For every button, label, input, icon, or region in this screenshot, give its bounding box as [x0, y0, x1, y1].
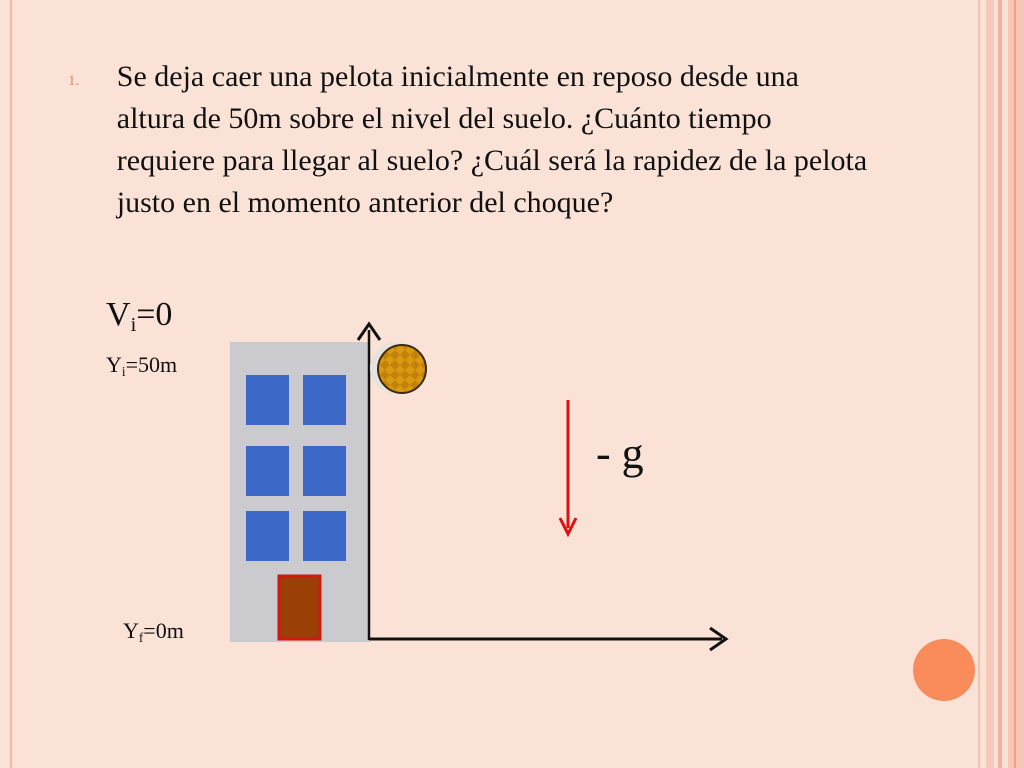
- gravity-label: - g: [596, 429, 644, 478]
- building-door: [279, 576, 320, 639]
- final-height-label: $Y_f=0m$: [123, 618, 184, 645]
- building-window: [303, 446, 346, 496]
- building-window: [303, 511, 346, 561]
- building-window: [246, 446, 289, 496]
- building-window: [246, 375, 289, 425]
- initial-velocity-label: $V_i=0$: [106, 296, 173, 337]
- decorative-circle: [913, 639, 975, 701]
- building-window: [246, 511, 289, 561]
- initial-height-label: $Y_i=50m$: [106, 352, 178, 379]
- building-window: [303, 375, 346, 425]
- soccer-ball-icon: [378, 345, 426, 393]
- problem-number: 1.: [68, 73, 80, 89]
- problem-text: Se deja caer una pelota inicialmente en reposo desde una altura de 50m sobre el nivel del suelo. ¿Cuánto tiempo requiere para llegar al suelo? ¿Cuál será la rapidez de la pelota justo en el momento anterior del choque?: [116, 60, 868, 219]
